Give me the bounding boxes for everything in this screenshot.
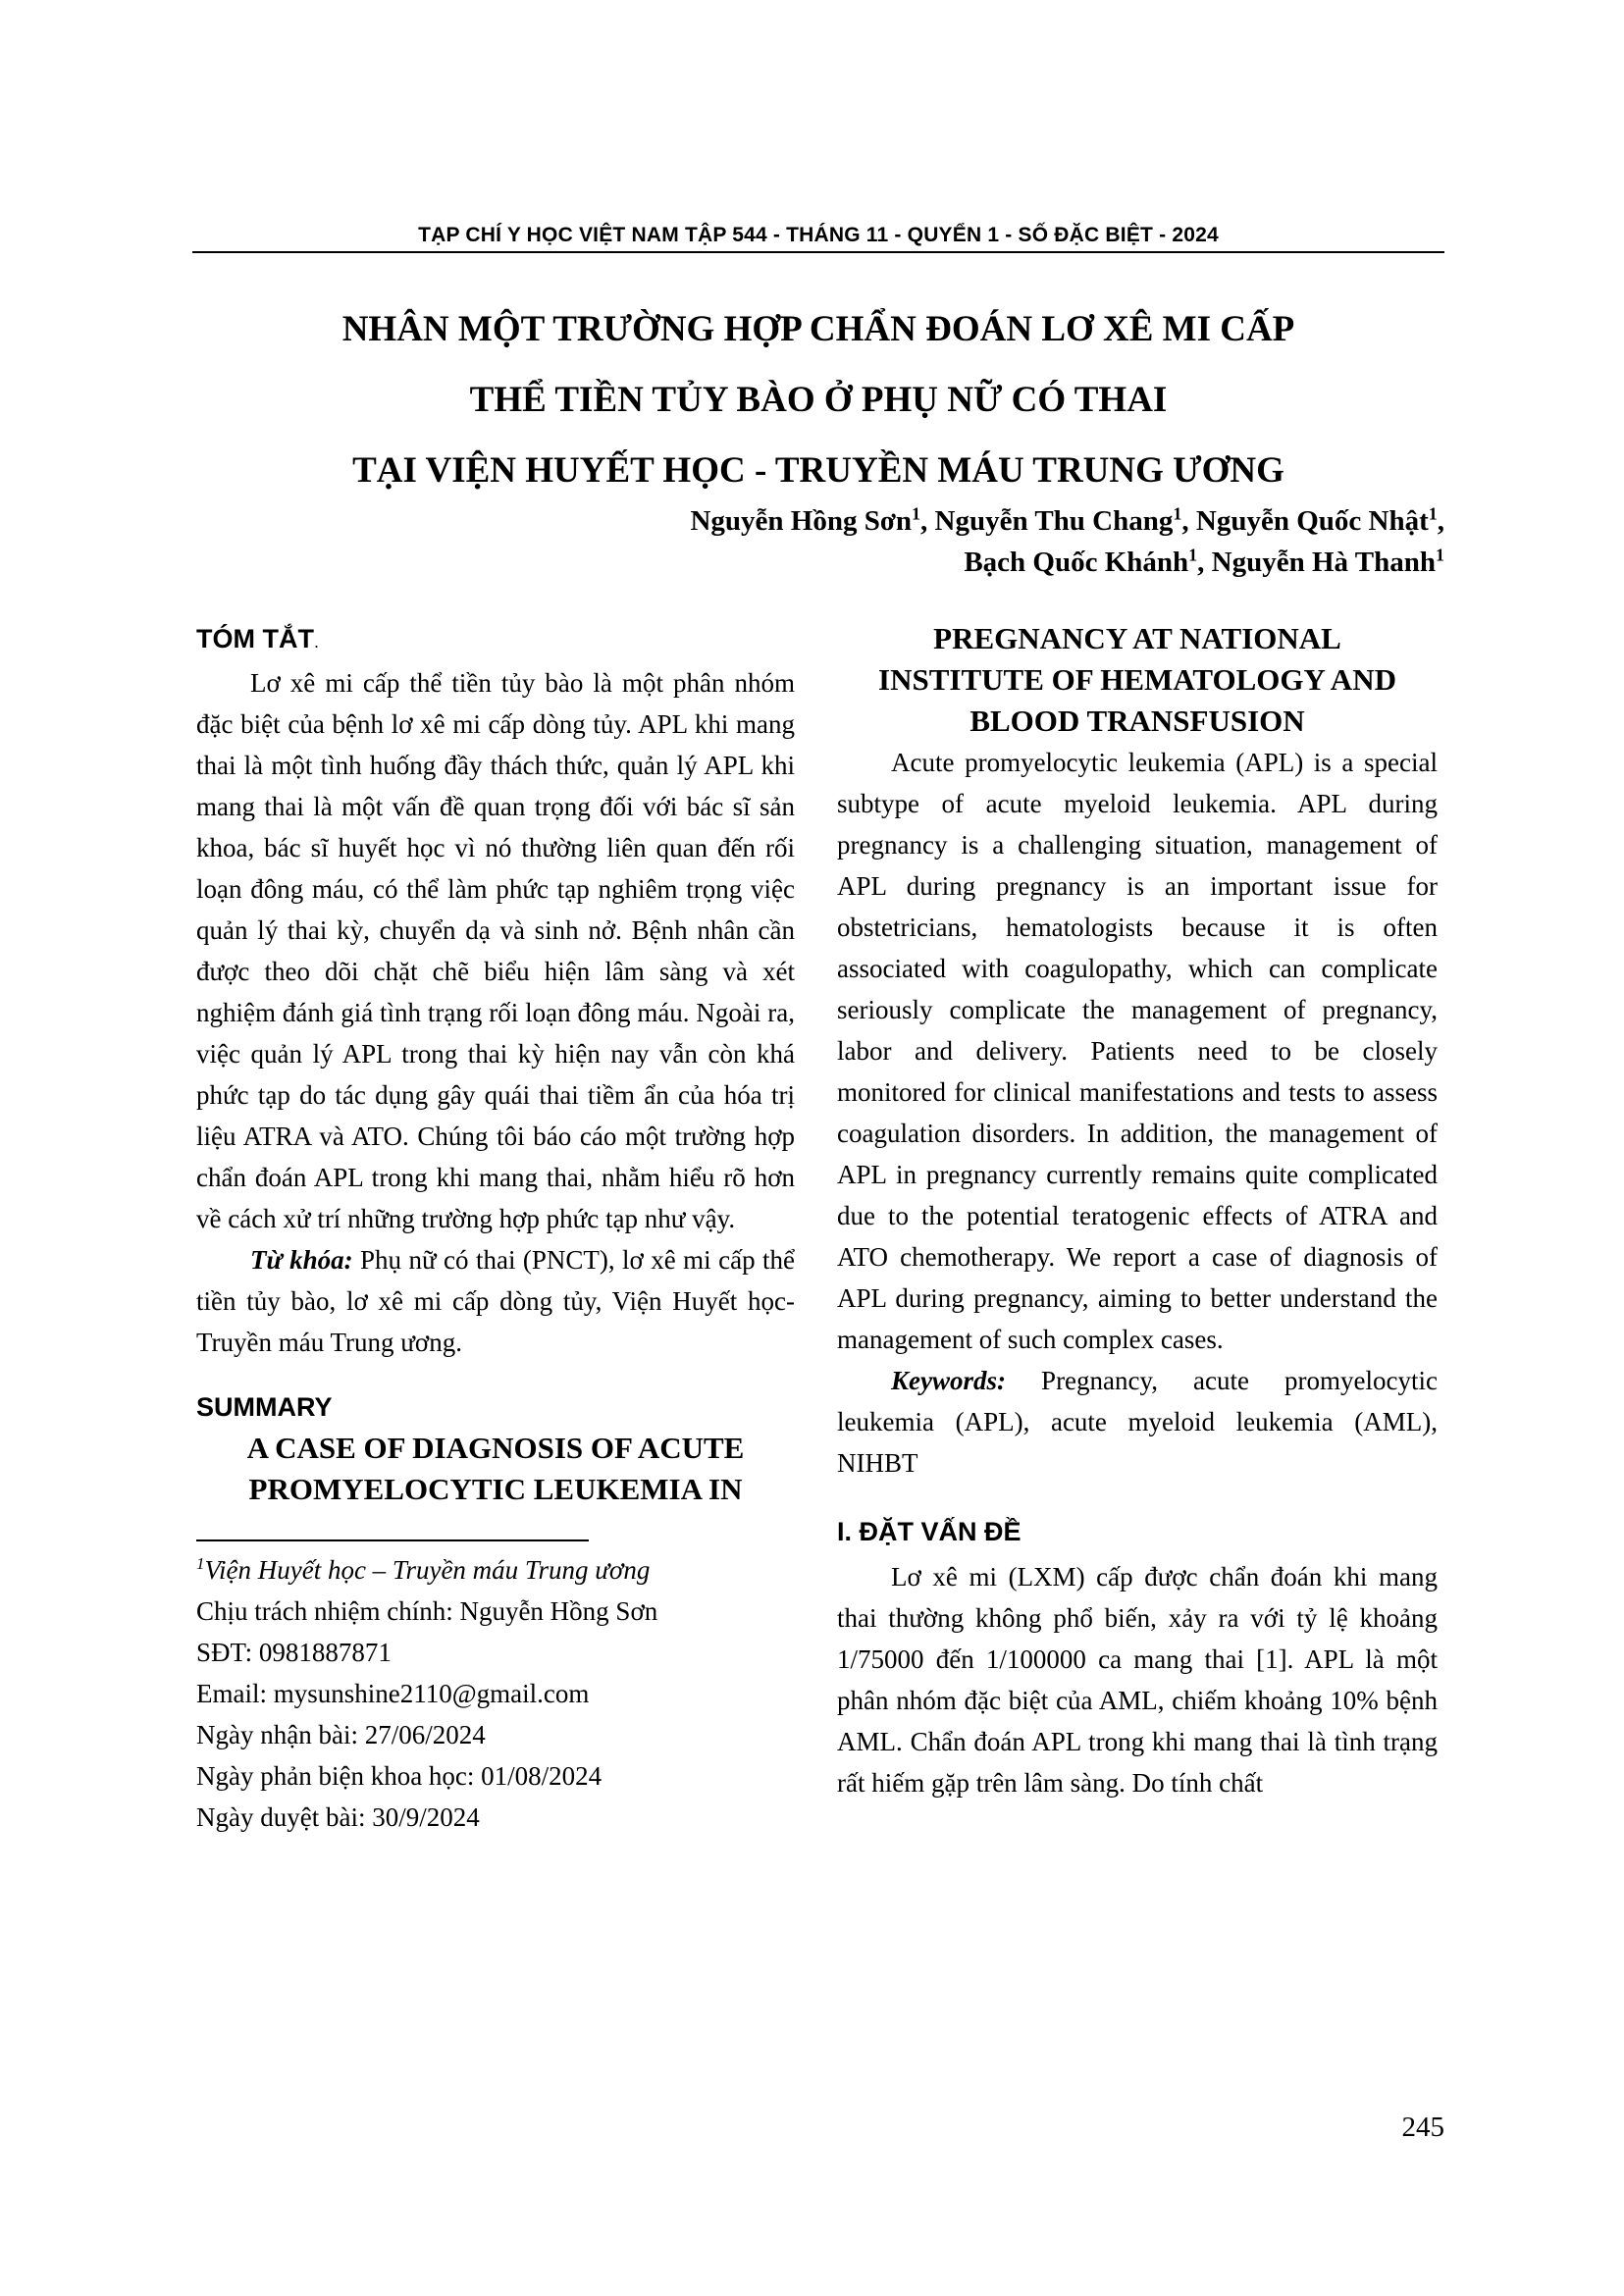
footnote-corresponding: Chịu trách nhiệm chính: Nguyễn Hồng Sơn [196,1596,658,1626]
affiliation-mark: 1 [1188,545,1198,565]
author-separator: , [1181,505,1196,537]
author-name: Nguyễn Hồng Sơn [690,505,913,537]
title-line-3: TẠI VIỆN HUYẾT HỌC - TRUYỀN MÁU TRUNG ƯƠNG [352,450,1284,491]
page-number: 245 [1401,2112,1444,2143]
affiliation-mark: 1 [1428,503,1438,524]
summary-heading: SUMMARY [196,1392,333,1422]
vn-abstract-body: Lơ xê mi cấp thể tiền tủy bào là một phân nhóm đặc biệt của bệnh lơ xê mi cấp dòng tủy. APL khi mang thai là một tình huống đầy thách thức, quản lý APL khi mang thai là một vấn đề quan trọng đối với bác sĩ sản khoa, bác sĩ huyết học vì nó thường liên quan đến rối loạn đông máu, có thể làm phức tạp nghiêm trọng việc quản lý thai kỳ, chuyển dạ và sinh nở. Bệnh nhân cần được theo dõi chặt chẽ biểu hiện lâm sàng và xét nghiệm đánh giá tình trạng rối loạn đông máu. Ngoài ra, việc quản lý APL trong thai kỳ hiện nay vẫn còn khá phức tạp do tác dụng gây quái thai tiềm ẩn của hóa trị liệu ATRA và ATO. Chúng tôi báo cáo một trường hợp chẩn đoán APL trong khi mang thai, nhằm hiểu rõ hơn về cách xử trí những trường hợp phức tạp như vậy. [196,668,795,1233]
section-1-heading: I. ĐẶT VẤN ĐỀ [837,1517,1022,1546]
footnote-phone: SĐT: 0981887871 [196,1638,392,1667]
en-title-line: INSTITUTE OF HEMATOLOGY AND [878,662,1396,697]
en-abstract-body: Acute promyelocytic leukemia (APL) is a special subtype of acute myeloid leukemia. APL during pregnancy is a challenging situation, management of APL during pregnancy is an important issue for obstetricians, hematologists because it is often associated with coagulopathy, which can complicate seriously complicate the management of pregnancy, labor and delivery. Patients need to be closely monitored for clinical manifestations and tests to assess coagulation disorders. In addition, the management of APL in pregnancy currently remains quite complicated due to the potential teratogenic effects of ATRA and ATO chemotherapy. We report a case of diagnosis of APL during pregnancy, aiming to better understand the management of such complex cases. [837,748,1438,1354]
footnote-email: Email: mysunshine2110@gmail.com [196,1679,590,1708]
footnote-accepted-date: Ngày duyệt bài: 30/9/2024 [196,1802,480,1832]
journal-running-head: TẠP CHÍ Y HỌC VIỆT NAM TẬP 544 - THÁNG 11 - QUYỂN 1 - SỐ ĐẶC BIỆT - 2024 [418,224,1219,246]
footnote-mark: 1 [196,1554,205,1573]
author-name: Nguyễn Thu Chang [934,505,1174,537]
footnote-review-date: Ngày phản biện khoa học: 01/08/2024 [196,1761,602,1791]
en-keywords-label: Keywords: [891,1366,1006,1395]
vn-abstract-heading-text: TÓM TẮT [196,624,314,653]
left-column [196,618,795,1838]
vn-keywords [196,1239,795,1363]
footnote-rule [196,1539,589,1541]
en-title-line: BLOOD TRANSFUSION [969,704,1305,738]
vn-keywords-label: Từ khóa: [250,1245,353,1275]
vn-abstract-heading [196,618,795,662]
en-title-line: PROMYELOCYTIC LEUKEMIA IN [248,1472,743,1506]
author-separator: , [1197,547,1212,578]
vn-keywords-text: Phụ nữ có thai (PNCT), lơ xê mi cấp thể tiền tủy bào, lơ xê mi cấp dòng tủy, Viện Huyết học-Truyền máu Trung ương. [196,1245,795,1357]
author-name: Bạch Quốc Khánh [964,547,1189,578]
en-title-part-2 [837,618,1438,742]
header-rule [192,251,1444,253]
author-name: Nguyễn Hà Thanh [1211,547,1436,578]
footnote-affiliation [196,1549,795,1591]
title-line-2: THỂ TIỀN TỦY BÀO Ở PHỤ NỮ CÓ THAI [469,380,1168,420]
en-keywords-text: Pregnancy, acute promyelocytic leukemia (APL), acute myeloid leukemia (AML), NIHBT [837,1366,1438,1478]
section-1-body: Lơ xê mi (LXM) cấp được chẩn đoán khi mang thai thường không phổ biến, xảy ra với tỷ lệ khoảng 1/75000 đến 1/100000 ca mang thai [1]. APL là một phân nhóm đặc biệt của AML, chiếm khoảng 10% bệnh AML. Chẩn đoán APL trong khi mang thai là tình trạng rất hiếm gặp trên lâm sàng. Do tính chất [837,1562,1438,1798]
en-title-line: PREGNANCY AT NATIONAL [933,621,1341,655]
en-keywords [837,1360,1438,1484]
title-line-1: NHÂN MỘT TRƯỜNG HỢP CHẨN ĐOÁN LƠ XÊ MI CẤP [341,309,1295,349]
footnote-affiliation-text: Viện Huyết học – Truyền máu Trung ương [204,1555,651,1585]
affiliation-mark: 1 [1436,545,1444,565]
author-line-1 [690,500,1444,542]
affiliation-mark: 1 [1173,503,1182,524]
author-name: Nguyễn Quốc Nhật [1195,505,1429,537]
article-title [192,294,1444,506]
heading-dot: . [313,632,319,652]
affiliation-mark: 1 [912,503,921,524]
author-separator: , [1437,505,1444,537]
right-column [837,618,1438,1803]
en-title-part-1 [196,1428,795,1510]
footnote-received-date: Ngày nhận bài: 27/06/2024 [196,1720,486,1749]
author-line-2 [690,542,1444,583]
en-title-line: A CASE OF DIAGNOSIS OF ACUTE [246,1431,745,1465]
author-separator: , [920,505,935,537]
author-list [690,500,1444,583]
